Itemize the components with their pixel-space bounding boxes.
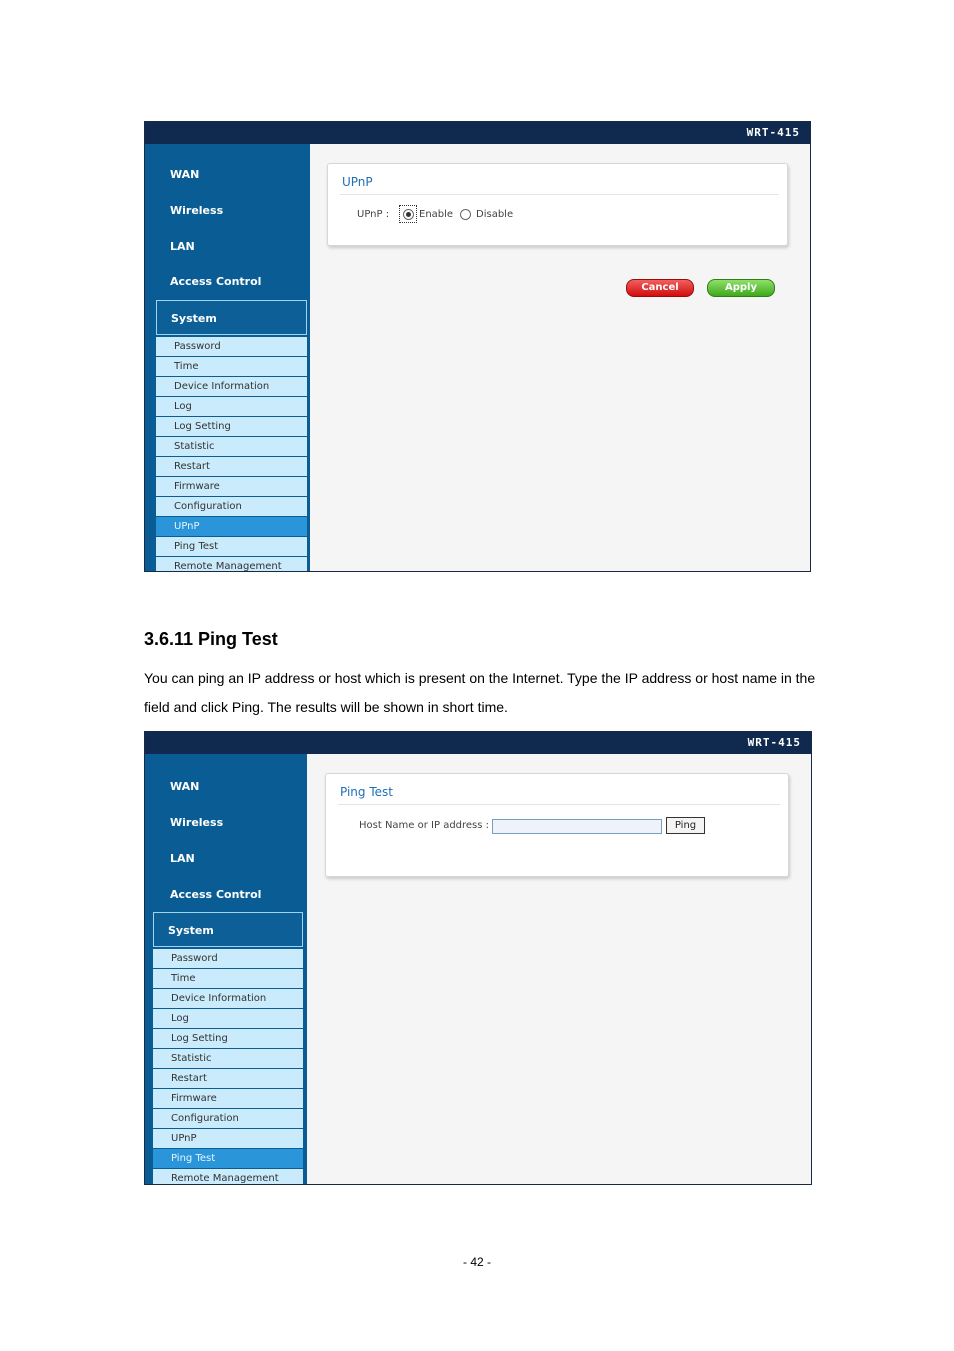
submenu-log-setting[interactable]: Log Setting xyxy=(153,1029,303,1049)
sidebar xyxy=(145,144,310,571)
submenu-ping-test[interactable]: Ping Test xyxy=(153,1149,303,1169)
system-submenu xyxy=(156,337,307,572)
nav-wireless[interactable]: Wireless xyxy=(170,816,224,829)
host-field-label: Host Name or IP address : xyxy=(359,820,490,831)
submenu-restart[interactable]: Restart xyxy=(153,1069,303,1089)
panel-title: UPnP xyxy=(342,175,373,189)
submenu-device-information[interactable]: Device Information xyxy=(156,377,307,397)
apply-button[interactable]: Apply xyxy=(707,279,775,297)
nav-system[interactable] xyxy=(156,300,307,335)
submenu-log[interactable]: Log xyxy=(156,397,307,417)
submenu-password[interactable]: Password xyxy=(156,337,307,357)
submenu-upnp[interactable]: UPnP xyxy=(153,1129,303,1149)
divider xyxy=(340,194,779,195)
brand-logo: WRT-415 xyxy=(747,736,801,749)
upnp-panel xyxy=(327,163,788,246)
top-bar xyxy=(145,732,811,754)
submenu-remote-management[interactable]: Remote Management xyxy=(153,1169,303,1185)
submenu-device-information[interactable]: Device Information xyxy=(153,989,303,1009)
submenu-firmware[interactable]: Firmware xyxy=(156,477,307,497)
enable-label[interactable]: Enable xyxy=(419,209,454,220)
brand-logo: WRT-415 xyxy=(746,126,800,139)
submenu-restart[interactable]: Restart xyxy=(156,457,307,477)
system-submenu xyxy=(153,949,303,1185)
submenu-log[interactable]: Log xyxy=(153,1009,303,1029)
upnp-field-label: UPnP : xyxy=(357,209,390,220)
ping-test-panel xyxy=(325,773,789,877)
nav-system[interactable] xyxy=(153,912,303,947)
ping-test-screenshot xyxy=(144,731,812,1185)
submenu-password[interactable]: Password xyxy=(153,949,303,969)
submenu-upnp[interactable]: UPnP xyxy=(156,517,307,537)
upnp-screenshot xyxy=(144,121,811,572)
nav-access-control[interactable]: Access Control xyxy=(170,275,262,288)
ping-button[interactable]: Ping xyxy=(666,817,705,834)
nav-wireless[interactable]: Wireless xyxy=(170,204,224,217)
host-input[interactable] xyxy=(492,819,662,834)
submenu-log-setting[interactable]: Log Setting xyxy=(156,417,307,437)
submenu-time[interactable]: Time xyxy=(156,357,307,377)
submenu-statistic[interactable]: Statistic xyxy=(156,437,307,457)
section-paragraph: You can ping an IP address or host which is present on the Internet. Type the IP address or host name in the field and click Ping. The results will be shown in short time. xyxy=(144,670,816,715)
nav-wan[interactable]: WAN xyxy=(170,780,200,793)
top-bar xyxy=(145,122,810,144)
cancel-button[interactable]: Cancel xyxy=(626,279,694,297)
submenu-time[interactable]: Time xyxy=(153,969,303,989)
sidebar xyxy=(145,754,307,1184)
nav-system-label: System xyxy=(168,924,214,937)
divider xyxy=(338,804,780,805)
submenu-firmware[interactable]: Firmware xyxy=(153,1089,303,1109)
disable-label[interactable]: Disable xyxy=(476,209,514,220)
disable-radio[interactable] xyxy=(460,209,471,220)
nav-access-control[interactable]: Access Control xyxy=(170,888,262,901)
submenu-statistic[interactable]: Statistic xyxy=(153,1049,303,1069)
submenu-configuration[interactable]: Configuration xyxy=(153,1109,303,1129)
page-number: - 42 - xyxy=(462,1255,491,1269)
enable-radio[interactable] xyxy=(403,209,414,220)
section-heading: 3.6.11 Ping Test xyxy=(144,629,278,649)
nav-wan[interactable]: WAN xyxy=(170,168,200,181)
submenu-ping-test[interactable]: Ping Test xyxy=(156,537,307,557)
nav-system-label: System xyxy=(171,312,217,325)
panel-title: Ping Test xyxy=(340,785,393,799)
submenu-configuration[interactable]: Configuration xyxy=(156,497,307,517)
submenu-remote-management[interactable]: Remote Management xyxy=(156,557,307,572)
nav-lan[interactable]: LAN xyxy=(170,852,195,865)
nav-lan[interactable]: LAN xyxy=(170,240,195,253)
